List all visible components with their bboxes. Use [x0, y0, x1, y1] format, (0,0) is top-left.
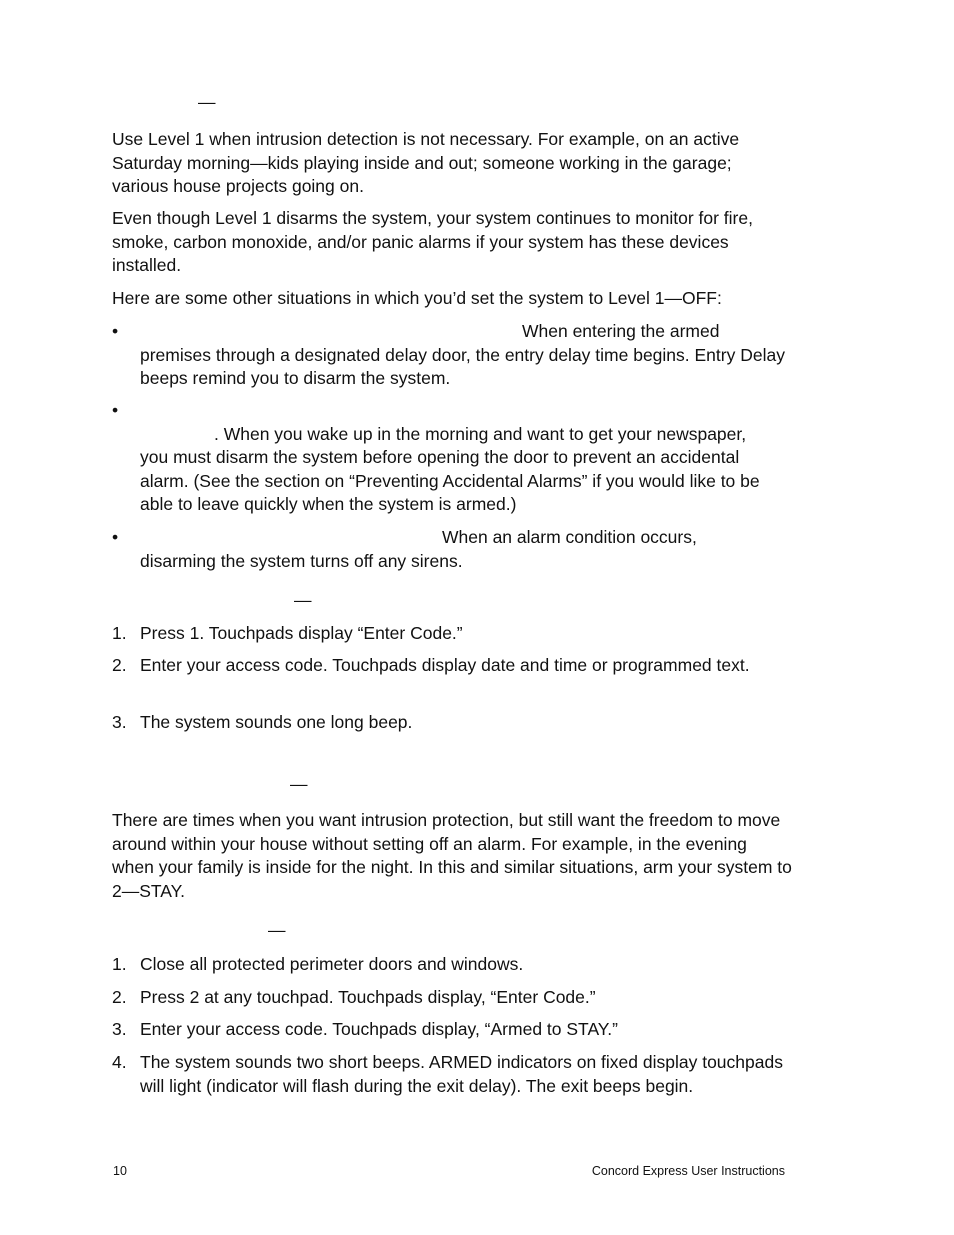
step-number: 3. — [112, 712, 127, 732]
level1-heading-dash: — — [198, 92, 216, 112]
step-text: Enter your access code. Touchpads display, “Armed to STAY.” — [140, 1019, 618, 1039]
step-number: 4. — [112, 1052, 127, 1072]
step-number: 1. — [112, 623, 127, 643]
bullet-first-line: When entering the armed — [522, 321, 720, 341]
bullet-marker: • — [112, 321, 119, 341]
level2-paragraph-1: There are times when you want intrusion protection, but still want the freedom to move around within your house without setting off an alarm. For example, in the evening when your family is inside for the night. In this and similar situations, arm your system to 2—STAY. — [112, 810, 792, 901]
step-number: 3. — [112, 1019, 127, 1039]
level1-paragraph-2: Even though Level 1 disarms the system, your system continues to monitor for fire, smoke, carbon monoxide, and/or panic alarms if your system has these devices installed. — [112, 208, 753, 275]
disarm-heading-dash: — — [294, 590, 312, 610]
step-text: Enter your access code. Touchpads display date and time or programmed text. — [140, 655, 750, 675]
bullet-rest: you must disarm the system before opening the door to prevent an accidental alarm. (See the section on “Preventing Accidental Alarms” if you would like to be able to leave quickly when the system is armed.) — [140, 447, 760, 514]
arm-heading-dash: — — [268, 920, 286, 940]
bullet-marker: • — [112, 400, 119, 420]
step-text: The system sounds one long beep. — [140, 712, 413, 732]
bullet-rest: premises through a designated delay door, the entry delay time begins. Entry Delay beeps remind you to disarm the system. — [140, 344, 785, 388]
level1-paragraph-1: Use Level 1 when intrusion detection is not necessary. For example, on an active Saturday morning—kids playing inside and out; someone working in the garage; various house projects going on. — [112, 129, 740, 196]
step-text: Press 1. Touchpads display “Enter Code.” — [140, 623, 463, 643]
step-text: Press 2 at any touchpad. Touchpads display, “Enter Code.” — [140, 987, 596, 1007]
level1-paragraph-3: Here are some other situations in which you’d set the system to Level 1—OFF: — [112, 288, 722, 308]
bullet-first-line: . When you wake up in the morning and want to get your newspaper, — [214, 423, 747, 444]
bullet-marker: • — [112, 527, 119, 547]
level2-heading-dash: — — [290, 774, 308, 794]
step-number: 2. — [112, 987, 127, 1007]
page-number: 10 — [113, 1164, 127, 1178]
step-number: 2. — [112, 655, 127, 675]
step-number: 1. — [112, 954, 127, 974]
document-title: Concord Express User Instructions — [591, 1164, 785, 1178]
bullet-rest: disarming the system turns off any sirens. — [140, 550, 463, 571]
step-text: The system sounds two short beeps. ARMED indicators on fixed display touchpads will light (indicator will flash during the exit delay). The exit beeps begin. — [140, 1052, 783, 1096]
bullet-first-line: When an alarm condition occurs, — [442, 527, 697, 547]
step-text: Close all protected perimeter doors and windows. — [140, 954, 524, 974]
